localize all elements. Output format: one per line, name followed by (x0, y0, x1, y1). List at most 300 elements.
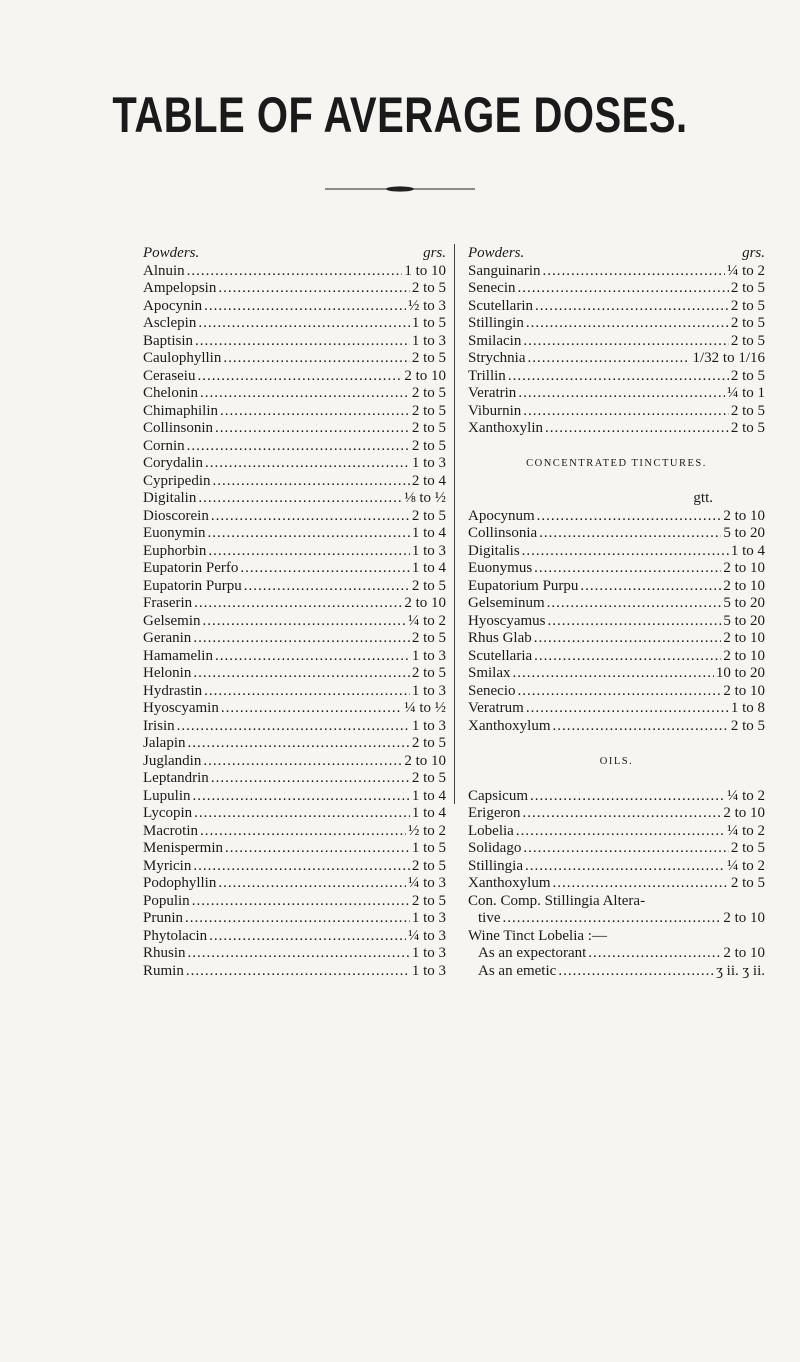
dot-leader (220, 403, 410, 421)
dose-row (143, 385, 446, 403)
dose-row (143, 525, 446, 543)
dot-leader (553, 875, 729, 893)
dose-row (143, 403, 446, 421)
entry-dose: ⅛ to ½ (404, 490, 446, 506)
dose-row (143, 840, 446, 858)
comp-stillingia-dose-row (468, 910, 765, 928)
entry-name: Prunin (143, 910, 184, 926)
dot-leader (588, 945, 721, 963)
dot-leader (203, 753, 402, 771)
dose-row (143, 945, 446, 963)
entry-name: Rhusin (143, 945, 186, 961)
entry-dose: 2 to 5 (411, 350, 446, 366)
dot-leader (204, 683, 410, 701)
entry-dose: ¼ to 2 (727, 857, 765, 874)
dot-leader (539, 525, 721, 543)
dot-leader (225, 840, 410, 858)
dose-row (143, 613, 446, 631)
dot-leader (188, 945, 410, 963)
dose-row (143, 683, 446, 701)
entry-dose: 2 to 10 (723, 682, 765, 699)
dot-leader (177, 718, 410, 736)
entry-dose: 1 to 10 (404, 262, 446, 279)
entry-dose: 2 to 10 (723, 630, 765, 646)
dot-leader (194, 595, 402, 613)
entry-dose: 2 to 5 (730, 367, 765, 384)
entry-dose: 1 to 3 (411, 455, 446, 471)
dose-row (478, 963, 765, 981)
dot-leader (200, 385, 410, 403)
dot-leader (537, 508, 722, 526)
entry-dose: ½ to 2 (408, 822, 446, 839)
dot-leader (213, 473, 410, 491)
entry-dose: 2 to 5 (730, 315, 765, 331)
dot-leader (193, 858, 410, 876)
entry-name: Dioscorein (143, 507, 209, 524)
entry-name: Geranin (143, 630, 192, 646)
entry-name: Rhus Glab (468, 630, 532, 646)
entry-dose: 2 to 5 (730, 297, 765, 314)
entry-dose: 2 to 5 (411, 630, 446, 646)
dose-row (468, 525, 765, 543)
left-column (143, 245, 446, 980)
oils-heading: OILS. (599, 755, 634, 767)
dot-leader (535, 298, 729, 316)
entry-name: Hyoscyamin (143, 700, 219, 716)
dot-leader (518, 385, 725, 403)
dose-row (143, 543, 446, 561)
page-title: TABLE OF AVERAGE DOSES. (112, 88, 688, 143)
dose-row (143, 700, 446, 718)
dot-leader (223, 350, 409, 368)
entry-dose: 2 to 5 (411, 770, 446, 786)
dot-leader (523, 333, 729, 351)
entry-name: Jalapin (143, 735, 186, 751)
dose-row (468, 385, 765, 403)
entry-name: Scutellarin (468, 297, 533, 314)
entry-name: As an emetic (478, 962, 557, 979)
entry-name: Chimaphilin (143, 402, 218, 419)
dot-leader (522, 805, 721, 823)
entry-dose: ¼ to 2 (727, 262, 765, 279)
entry-name: Euphorbin (143, 542, 207, 559)
dose-row (143, 630, 446, 648)
dot-leader (187, 263, 403, 281)
dot-leader (204, 298, 406, 316)
entry-dose: 2 to 10 (723, 647, 765, 664)
entry-dose: 1 to 4 (411, 525, 446, 541)
entry-dose: ¼ to 3 (408, 927, 446, 944)
entry-name: Baptisin (143, 332, 194, 349)
entry-name: Viburnin (468, 402, 522, 419)
dose-row (468, 788, 765, 806)
entry-dose: 2 to 5 (411, 665, 446, 681)
entry-dose: 10 to 20 (715, 665, 765, 681)
entry-name: Myricin (143, 857, 192, 874)
dose-row (143, 770, 446, 788)
dot-leader (526, 700, 729, 718)
entry-dose: 2 to 5 (411, 577, 446, 594)
entry-dose: 1 to 3 (411, 962, 446, 979)
dose-row (143, 875, 446, 893)
dose-row (468, 508, 765, 526)
dot-leader (517, 280, 728, 298)
dose-row (468, 630, 765, 648)
tinctures-unit: gtt. (693, 490, 713, 506)
dose-row (468, 665, 765, 683)
dose-row (143, 805, 446, 823)
dose-row (468, 280, 765, 298)
dose-row (468, 543, 765, 561)
entry-dose: 1 to 5 (411, 315, 446, 331)
column-divider (454, 244, 455, 804)
tinctures-list (468, 508, 765, 736)
entry-dose: 2 to 5 (730, 402, 765, 419)
dot-leader (200, 823, 406, 841)
dose-row (143, 928, 446, 946)
dot-leader (197, 368, 402, 386)
entry-name: Juglandin (143, 752, 202, 769)
entry-name: Helonin (143, 665, 192, 681)
entry-name: Corydalin (143, 455, 203, 471)
dose-row (143, 368, 446, 386)
dose-row (468, 315, 765, 333)
entry-name: Euonymin (143, 525, 206, 541)
entry-name: Rumin (143, 962, 184, 979)
dot-leader (218, 280, 409, 298)
dose-row (468, 350, 765, 368)
dot-leader (525, 858, 725, 876)
dot-leader (208, 543, 410, 561)
entry-dose: 2 to 5 (411, 857, 446, 874)
entry-dose: 2 to 5 (411, 402, 446, 419)
dose-row (468, 648, 765, 666)
left-dose-list (143, 263, 446, 981)
entry-dose: ¼ to 2 (727, 822, 765, 839)
entry-name: Smilax (468, 665, 511, 681)
entry-dose: 2 to 5 (411, 280, 446, 296)
dot-leader (187, 438, 410, 456)
entry-dose: 2 to 10 (404, 752, 446, 769)
entry-dose: 1 to 4 (411, 805, 446, 821)
entry-name: Populin (143, 892, 190, 909)
entry-name: Digitalis (468, 542, 520, 559)
entry-dose: 2 to 5 (730, 332, 765, 349)
dose-row (143, 438, 446, 456)
dot-leader (244, 578, 410, 596)
dot-leader (523, 840, 728, 858)
dose-row (468, 560, 765, 578)
entry-dose: ¼ to 2 (408, 612, 446, 629)
entry-dose: 2 to 5 (411, 420, 446, 436)
dot-leader (215, 648, 410, 666)
entry-name: Solidago (468, 840, 522, 856)
entry-dose: ¼ to ½ (404, 700, 446, 716)
dose-row (468, 875, 765, 893)
entry-name: Stillingin (468, 315, 524, 331)
entry-dose: 2 to 5 (411, 437, 446, 454)
entry-dose: 1 to 8 (730, 700, 765, 716)
entry-dose: 1 to 3 (411, 332, 446, 349)
right-powders-list (468, 263, 765, 438)
dose-row (143, 455, 446, 473)
entry-name: Lobelia (468, 822, 514, 839)
entry-dose: 2 to 5 (411, 735, 446, 751)
dose-row (143, 263, 446, 281)
right-column (468, 245, 765, 980)
dot-leader (526, 315, 729, 333)
dose-row (468, 595, 765, 613)
entry-dose: ʒ ii. ʒ ii. (716, 962, 765, 979)
entry-dose: 2 to 5 (411, 385, 446, 401)
entry-name: Strychnia (468, 350, 526, 366)
dot-leader (528, 350, 691, 368)
dot-leader (534, 560, 721, 578)
entry-name: Cornin (143, 437, 185, 454)
dose-row (468, 823, 765, 841)
dose-row (143, 735, 446, 753)
dose-row (143, 823, 446, 841)
entry-name: Trillin (468, 367, 506, 384)
dose-row (143, 665, 446, 683)
left-column-header (143, 245, 446, 263)
entry-name: Asclepin (143, 315, 197, 331)
entry-dose: 2 to 4 (411, 472, 446, 489)
dot-leader (534, 648, 721, 666)
dose-row (143, 333, 446, 351)
entry-name: Hyoscyamus (468, 612, 546, 629)
entry-dose: ¼ to 2 (727, 787, 765, 804)
right-column-header (468, 245, 765, 263)
dot-leader (193, 665, 410, 683)
dose-row (143, 858, 446, 876)
dot-leader (523, 403, 729, 421)
entry-dose: 1 to 3 (411, 542, 446, 559)
dot-leader (547, 595, 722, 613)
wine-tinct-lobelia-line: Wine Tinct Lobelia :— (468, 927, 607, 944)
entry-name: Scutellaria (468, 647, 533, 664)
dot-leader (530, 788, 725, 806)
dose-row (468, 333, 765, 351)
entry-name: Gelsemin (143, 612, 201, 629)
entry-name: Irisin (143, 717, 175, 734)
dose-row (143, 280, 446, 298)
entry-name: Ceraseiu (143, 367, 196, 384)
entry-dose: 1 to 3 (411, 647, 446, 664)
dot-leader (185, 910, 410, 928)
entry-dose: 2 to 5 (411, 507, 446, 524)
entry-dose: 1 to 3 (411, 945, 446, 961)
entry-name: Chelonin (143, 385, 198, 401)
entry-name: Caulophyllin (143, 350, 222, 366)
dot-leader (192, 893, 410, 911)
entry-name: Euonymus (468, 560, 533, 576)
entry-name: Veratrum (468, 700, 524, 716)
dose-row (468, 683, 765, 701)
dot-leader (522, 543, 729, 561)
dose-row (143, 420, 446, 438)
dot-leader (186, 963, 410, 981)
dose-row (143, 910, 446, 928)
dot-leader (240, 560, 409, 578)
entry-dose: 1 to 3 (411, 717, 446, 734)
entry-name: Xanthoxylum (468, 875, 551, 891)
dose-row (468, 718, 765, 736)
entry-name: Digitalin (143, 490, 197, 506)
entry-name: Lupulin (143, 787, 191, 804)
entry-dose: 2 to 5 (730, 875, 765, 891)
entry-dose: 2 to 10 (723, 945, 765, 961)
entry-name: Senecin (468, 280, 516, 296)
entry-dose: ½ to 3 (408, 297, 446, 314)
entry-name: Apocynin (143, 297, 203, 314)
left-header-unit: grs. (423, 245, 446, 261)
dot-leader (215, 420, 410, 438)
ornament-divider (325, 186, 475, 192)
dose-row (468, 578, 765, 596)
dot-leader (545, 420, 729, 438)
dose-row (143, 490, 446, 508)
entry-dose: 5 to 20 (723, 595, 765, 611)
entry-name: Stillingia (468, 857, 524, 874)
dot-leader (203, 613, 407, 631)
entry-name: Smilacin (468, 332, 522, 349)
entry-name: Collinsonia (468, 525, 538, 541)
dose-row (143, 963, 446, 981)
dose-row (143, 315, 446, 333)
entry-name: Xanthoxylum (468, 717, 551, 734)
dose-row (143, 473, 446, 491)
entry-name: Menispermin (143, 840, 223, 856)
dose-row (143, 893, 446, 911)
entry-dose: 1 to 3 (411, 682, 446, 699)
dot-leader (508, 368, 729, 386)
entry-dose: 2 to 10 (723, 577, 765, 594)
dot-leader (558, 963, 714, 981)
dot-leader (208, 525, 410, 543)
tinctures-heading: CONCENTRATED TINCTURES. (526, 458, 707, 469)
dose-row (468, 805, 765, 823)
left-header-label: Powders. (143, 245, 200, 261)
dot-leader (205, 455, 410, 473)
dot-leader (198, 490, 402, 508)
entry-name: Phytolacin (143, 927, 208, 944)
entry-dose: 1 to 5 (411, 840, 446, 856)
dot-leader (193, 630, 410, 648)
dose-row (143, 595, 446, 613)
dose-row (468, 700, 765, 718)
entry-name: Erigeron (468, 805, 521, 821)
dose-row (468, 263, 765, 281)
dose-row (143, 648, 446, 666)
entry-name: Macrotin (143, 822, 198, 839)
dose-row (468, 840, 765, 858)
wine-list (468, 945, 765, 980)
right-header-unit: grs. (742, 245, 765, 261)
entry-name: Xanthoxylin (468, 420, 543, 436)
entry-dose: 5 to 20 (723, 612, 765, 629)
entry-dose: 2 to 10 (723, 507, 765, 524)
dose-row (143, 560, 446, 578)
dot-leader (218, 875, 406, 893)
entry-name: Capsicum (468, 787, 528, 804)
entry-name: Gelseminum (468, 595, 545, 611)
dose-row (468, 420, 765, 438)
entry-dose: 1 to 4 (730, 542, 765, 559)
dose-row (478, 945, 765, 963)
comp-stillingia-line: Con. Comp. Stillingia Altera- (468, 892, 646, 909)
entry-name: Collinsonin (143, 420, 214, 436)
dose-row (143, 298, 446, 316)
entry-name: Sanguinarin (468, 262, 541, 279)
entry-dose: 5 to 20 (723, 525, 765, 541)
entry-name: Veratrin (468, 385, 517, 401)
entry-name: Eupatorium Purpu (468, 577, 579, 594)
entry-dose: 2 to 10 (404, 595, 446, 611)
entry-name: Ampelopsin (143, 280, 217, 296)
entry-dose: 1 to 3 (411, 910, 446, 926)
dose-row (143, 578, 446, 596)
entry-dose: 2 to 5 (730, 280, 765, 296)
dose-row (468, 298, 765, 316)
dot-leader (553, 718, 729, 736)
dot-leader (513, 665, 714, 683)
entry-dose: 2 to 5 (730, 717, 765, 734)
entry-name: As an expectorant (478, 945, 587, 961)
dose-row (143, 718, 446, 736)
dot-leader (188, 735, 410, 753)
dot-leader (198, 315, 410, 333)
dot-leader (534, 630, 722, 648)
dot-leader (580, 578, 721, 596)
right-header-label: Powders. (468, 245, 525, 261)
dot-leader (211, 770, 410, 788)
dose-row (143, 788, 446, 806)
entry-name: Hydrastin (143, 682, 203, 699)
dot-leader (211, 508, 410, 526)
entry-dose: 1 to 4 (411, 560, 446, 576)
entry-dose: 2 to 5 (730, 420, 765, 436)
entry-name: Leptandrin (143, 770, 209, 786)
entry-name: Alnuin (143, 262, 185, 279)
dot-leader (221, 700, 403, 718)
entry-dose: 2 to 10 (723, 805, 765, 821)
entry-name: Eupatorin Purpu (143, 577, 242, 594)
entry-name: Eupatorin Perfo (143, 560, 239, 576)
dose-row (143, 508, 446, 526)
dot-leader (516, 823, 725, 841)
dot-leader (548, 613, 722, 631)
entry-dose: 2 to 10 (404, 367, 446, 384)
entry-name: Cypripedin (143, 472, 211, 489)
dot-leader (193, 788, 410, 806)
dose-row (468, 403, 765, 421)
entry-name: Apocynum (468, 507, 535, 524)
entry-dose: 2 to 10 (723, 910, 765, 926)
entry-dose: 2 to 10 (723, 560, 765, 576)
entry-dose: ¼ to 1 (727, 385, 765, 401)
dot-leader (517, 683, 721, 701)
entry-dose: 1 to 4 (411, 787, 446, 804)
dose-row (468, 368, 765, 386)
oils-list (468, 788, 765, 893)
dose-row (468, 858, 765, 876)
entry-dose: 1/32 to 1/16 (692, 350, 765, 366)
entry-name: Fraserin (143, 595, 193, 611)
dot-leader (194, 805, 410, 823)
entry-name: Lycopin (143, 805, 193, 821)
dot-leader (195, 333, 410, 351)
